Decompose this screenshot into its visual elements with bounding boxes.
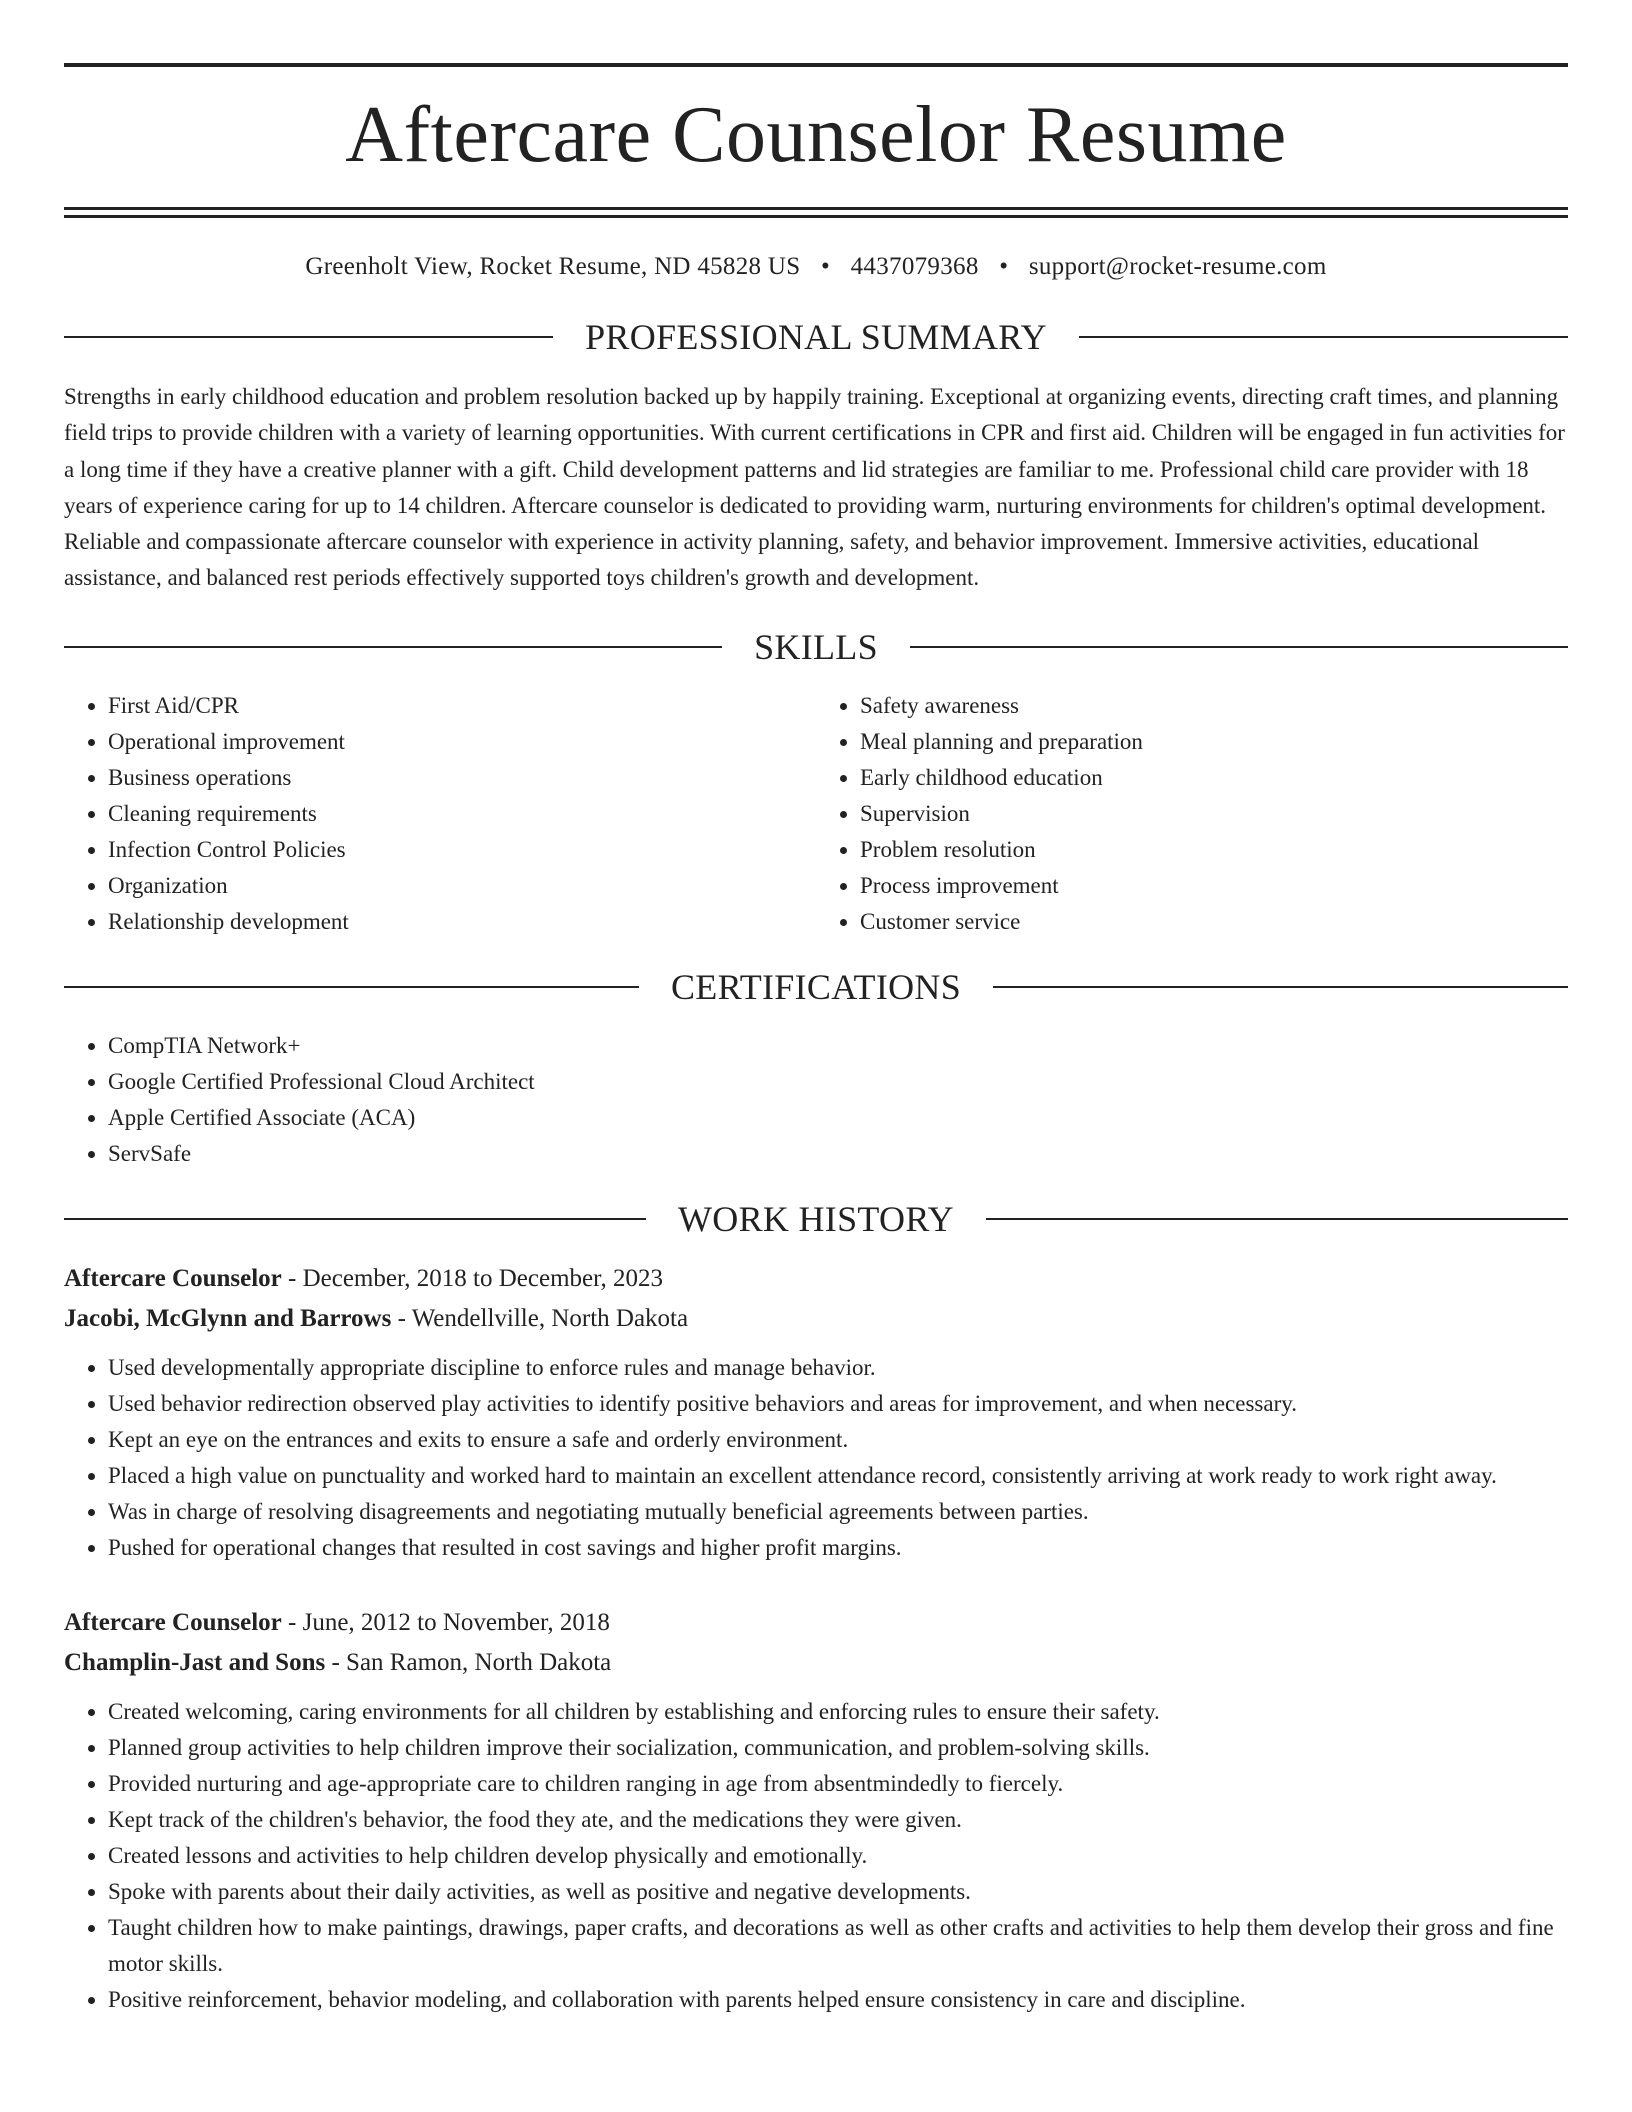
duty-item: • Planned group activities to help children improve their socialization, communication, and problem-solving skills.: [108, 1730, 1568, 1766]
contact-email: support@rocket-resume.com: [1028, 253, 1327, 280]
duty-item: • Spoke with parents about their daily activities, as well as positive and negative developments.: [108, 1874, 1568, 1910]
contact-separator: •: [999, 253, 1009, 280]
duty-item: • Created lessons and activities to help children develop physically and emotionally.: [108, 1838, 1568, 1874]
certification-item: • CompTIA Network+: [108, 1028, 1568, 1064]
title-double-rule: [64, 207, 1568, 218]
skill-item: • Early childhood education: [860, 760, 1568, 796]
job-company: Jacobi, McGlynn and Barrows: [64, 1304, 392, 1332]
certification-item: • ServSafe: [108, 1136, 1568, 1172]
contact-separator: •: [821, 253, 831, 280]
summary-text: Strengths in early childhood education and problem resolution backed up by happily training. Exceptional at organizing events, directing craft times, and planning field trips to provide children with a variety of learning opportunities. With current certifications in CPR and first aid. Children will be engaged in fun activities for a long time if they have a creative planner with a gift. Child development patterns and lid strategies are familiar to me. Professional child care provider with 18 years of experience caring for up to 14 children. Aftercare counselor is dedicated to providing warm, nurturing environments for children's optimal development. Reliable and compassionate aftercare counselor with experience in activity planning, safety, and behavior improvement. Immersive activities, educational assistance, and balanced rest periods effectively supported toys children's growth and development.: [64, 384, 1565, 591]
section-rule-left: [64, 986, 639, 988]
job-entry: [64, 1603, 1568, 2018]
job-dates: - December, 2018 to December, 2023: [281, 1264, 663, 1292]
section-rule-right: [1079, 336, 1568, 338]
job-entry: [64, 1259, 1568, 1566]
skill-item: • Meal planning and preparation: [860, 724, 1568, 760]
work-history-heading: WORK HISTORY: [678, 1198, 954, 1239]
job-location: - San Ramon, North Dakota: [325, 1648, 612, 1676]
duty-item: • Created welcoming, caring environments for all children by establishing and enforcing rules to ensure their safety.: [108, 1694, 1568, 1730]
certifications-list: [64, 1028, 1568, 1172]
section-rule-left: [64, 646, 722, 648]
section-rule-left: [64, 1218, 646, 1220]
skill-item: • Problem resolution: [860, 832, 1568, 868]
skill-item: • Customer service: [860, 904, 1568, 940]
certification-item: • Google Certified Professional Cloud Architect: [108, 1064, 1568, 1100]
job-title-line: [64, 1603, 1568, 1643]
skills-section-header: [64, 627, 1568, 667]
job-company-line: [64, 1299, 1568, 1339]
job-company-line: [64, 1643, 1568, 1683]
resume-title: Aftercare Counselor Resume: [345, 91, 1287, 179]
skills-list-left: [64, 688, 816, 940]
duty-item: • Placed a high value on punctuality and worked hard to maintain an excellent attendance record, consistently arriving at work ready to work right away.: [108, 1458, 1568, 1494]
skill-item: • Safety awareness: [860, 688, 1568, 724]
job-company: Champlin-Jast and Sons: [64, 1648, 326, 1676]
duty-item: • Pushed for operational changes that resulted in cost savings and higher profit margins.: [108, 1530, 1568, 1566]
job-duties-list: [64, 1694, 1568, 2018]
certification-item: • Apple Certified Associate (ACA): [108, 1100, 1568, 1136]
skill-item: • Operational improvement: [108, 724, 816, 760]
skill-item: • First Aid/CPR: [108, 688, 816, 724]
duty-item: • Used behavior redirection observed play activities to identify positive behaviors and areas for improvement, and when necessary.: [108, 1386, 1568, 1422]
duty-item: • Used developmentally appropriate discipline to enforce rules and manage behavior.: [108, 1350, 1568, 1386]
certifications-heading: CERTIFICATIONS: [670, 966, 962, 1007]
top-rule: [64, 63, 1568, 67]
skill-item: • Infection Control Policies: [108, 832, 816, 868]
duty-item: • Kept an eye on the entrances and exits to ensure a safe and orderly environment.: [108, 1422, 1568, 1458]
skill-item: • Cleaning requirements: [108, 796, 816, 832]
duty-item: • Positive reinforcement, behavior modeling, and collaboration with parents helped ensure consistency in care and discipline.: [108, 1982, 1568, 2018]
section-rule-right: [910, 646, 1568, 648]
skill-item: • Supervision: [860, 796, 1568, 832]
job-role: Aftercare Counselor: [64, 1264, 282, 1292]
job-title-line: [64, 1259, 1568, 1299]
job-dates: - June, 2012 to November, 2018: [281, 1608, 610, 1636]
section-rule-left: [64, 336, 553, 338]
contact-line: [64, 251, 1568, 283]
skill-item: • Process improvement: [860, 868, 1568, 904]
duty-item: • Was in charge of resolving disagreements and negotiating mutually beneficial agreements between parties.: [108, 1494, 1568, 1530]
contact-phone: 4437079368: [850, 253, 979, 280]
contact-address: Greenholt View, Rocket Resume, ND 45828 US: [305, 253, 801, 280]
summary-section-header: [64, 317, 1568, 357]
section-rule-right: [986, 1218, 1568, 1220]
duty-item: • Taught children how to make paintings, drawings, paper crafts, and decorations as well as other crafts and activities to help them develop their gross and fine motor skills.: [108, 1910, 1568, 1982]
skill-item: • Relationship development: [108, 904, 816, 940]
work-history-section-header: [64, 1199, 1568, 1239]
job-location: - Wendellville, North Dakota: [391, 1304, 689, 1332]
job-role: Aftercare Counselor: [64, 1608, 282, 1636]
skill-item: • Business operations: [108, 760, 816, 796]
job-duties-list: [64, 1350, 1568, 1566]
certifications-section-header: [64, 967, 1568, 1007]
section-rule-right: [993, 986, 1568, 988]
skills-list-right: [816, 688, 1568, 940]
skill-item: • Organization: [108, 868, 816, 904]
skills-columns: [64, 688, 1568, 940]
duty-item: • Kept track of the children's behavior, the food they ate, and the medications they were given.: [108, 1802, 1568, 1838]
summary-heading: PROFESSIONAL SUMMARY: [585, 317, 1047, 357]
skills-heading: SKILLS: [754, 626, 878, 667]
duty-item: • Provided nurturing and age-appropriate care to children ranging in age from absentmindedly to fiercely.: [108, 1766, 1568, 1802]
